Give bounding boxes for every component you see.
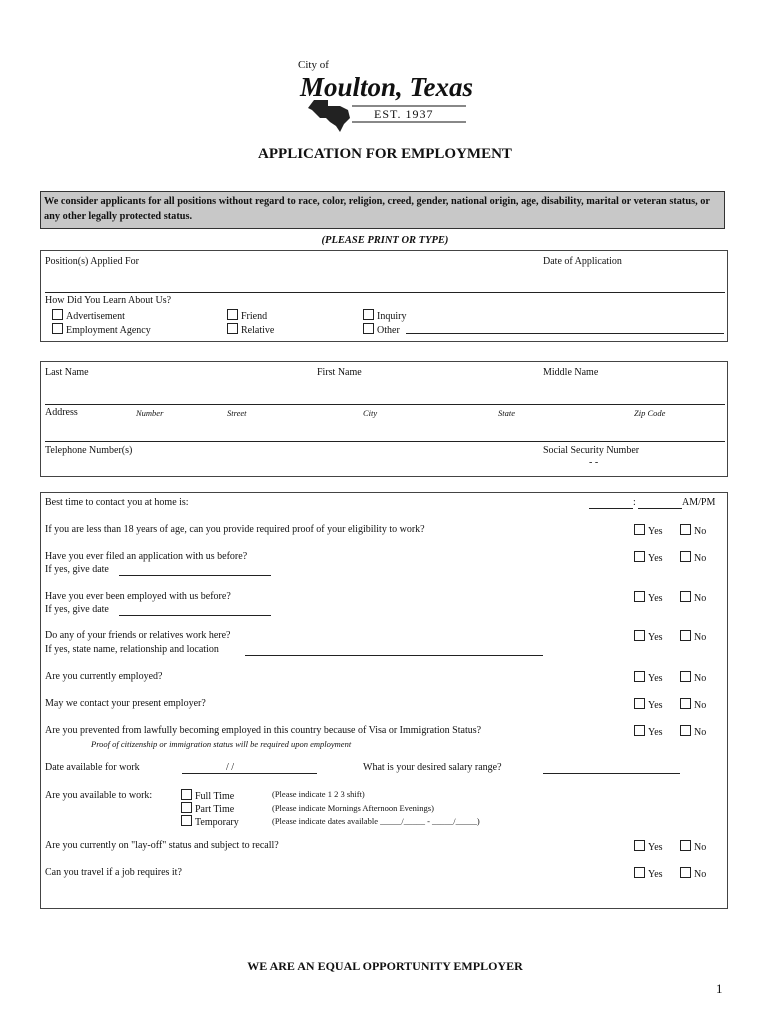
- logo-name: Moulton, Texas: [300, 72, 474, 102]
- checkbox[interactable]: [680, 591, 691, 602]
- option-friend[interactable]: Friend: [227, 309, 267, 322]
- salary-label: What is your desired salary range?: [363, 762, 502, 773]
- date-of-application-label: Date of Application: [543, 256, 622, 267]
- telephone-label: Telephone Number(s): [45, 445, 133, 456]
- friends-no[interactable]: No: [680, 630, 706, 643]
- employed-date-line[interactable]: [119, 615, 271, 616]
- page-title: APPLICATION FOR EMPLOYMENT: [258, 146, 512, 162]
- print-instruction: (PLEASE PRINT OR TYPE): [321, 235, 449, 246]
- option-other[interactable]: Other: [363, 323, 400, 336]
- checkbox[interactable]: [634, 524, 645, 535]
- full-time-option[interactable]: Full Time: [181, 789, 234, 802]
- best-time-colon: :: [633, 497, 636, 508]
- visa-no[interactable]: No: [680, 725, 706, 738]
- date-available-line[interactable]: [182, 773, 317, 774]
- address-state-label: State: [498, 408, 515, 418]
- checkbox[interactable]: [227, 309, 238, 320]
- employed-yes[interactable]: Yes: [634, 591, 663, 604]
- other-line[interactable]: [406, 333, 724, 334]
- address-label: Address: [45, 407, 78, 418]
- middle-name-label: Middle Name: [543, 367, 599, 378]
- checkbox[interactable]: [181, 802, 192, 813]
- checkbox[interactable]: [680, 840, 691, 851]
- q-lay-off: Are you currently on "lay-off" status and subject to recall?: [45, 840, 279, 851]
- q-contact-employer: May we contact your present employer?: [45, 698, 206, 709]
- city-logo: [290, 48, 480, 134]
- visa-yes[interactable]: Yes: [634, 725, 663, 738]
- layoff-yes[interactable]: Yes: [634, 840, 663, 853]
- checkbox[interactable]: [227, 323, 238, 334]
- q-visa-status: Are you prevented from lawfully becoming employed in this country because of Visa or Immigration Status?: [45, 725, 482, 736]
- checkbox[interactable]: [181, 815, 192, 826]
- texas-shape-icon: [308, 100, 350, 132]
- position-line[interactable]: [45, 292, 725, 293]
- checkbox[interactable]: [680, 725, 691, 736]
- checkbox[interactable]: [634, 630, 645, 641]
- best-time-hour-line[interactable]: [589, 508, 633, 509]
- checkbox[interactable]: [680, 524, 691, 535]
- checkbox[interactable]: [680, 698, 691, 709]
- friends-yes[interactable]: Yes: [634, 630, 663, 643]
- first-name-label: First Name: [317, 367, 362, 378]
- address-street-label: Street: [227, 408, 247, 418]
- layoff-no[interactable]: No: [680, 840, 706, 853]
- temporary-option[interactable]: Temporary: [181, 815, 239, 828]
- logo-city-of: City of: [298, 59, 329, 71]
- filed-if-yes-date: If yes, give date: [45, 564, 109, 575]
- checkbox[interactable]: [634, 698, 645, 709]
- eeo-notice: We consider applicants for all positions without regard to race, color, religion, creed, gender, national origin, age, disability, marital or veteran status, or any other legally protected status.: [40, 191, 725, 229]
- equal-opportunity-footer: WE ARE AN EQUAL OPPORTUNITY EMPLOYER: [247, 959, 523, 973]
- checkbox[interactable]: [680, 867, 691, 878]
- friends-detail-label: If yes, state name, relationship and location: [45, 644, 219, 655]
- contact-yes[interactable]: Yes: [634, 698, 663, 711]
- checkbox[interactable]: [634, 840, 645, 851]
- option-advertisement[interactable]: Advertisement: [52, 309, 125, 322]
- available-to-work-label: Are you available to work:: [45, 790, 153, 801]
- filed-yes[interactable]: Yes: [634, 551, 663, 564]
- under-18-yes[interactable]: Yes: [634, 524, 663, 537]
- salary-line[interactable]: [543, 773, 680, 774]
- checkbox[interactable]: [52, 309, 63, 320]
- q-filed-before: Have you ever filed an application with us before?: [45, 551, 248, 562]
- current-no[interactable]: No: [680, 671, 706, 684]
- filed-date-line[interactable]: [119, 575, 271, 576]
- address-number-label: Number: [136, 408, 164, 418]
- travel-yes[interactable]: Yes: [634, 867, 663, 880]
- address-zip-label: Zip Code: [634, 408, 666, 418]
- address-line[interactable]: [45, 441, 725, 442]
- contact-no[interactable]: No: [680, 698, 706, 711]
- current-yes[interactable]: Yes: [634, 671, 663, 684]
- best-time-minute-line[interactable]: [638, 508, 682, 509]
- q-employed-before: Have you ever been employed with us before?: [45, 591, 231, 602]
- under-18-no[interactable]: No: [680, 524, 706, 537]
- filed-no[interactable]: No: [680, 551, 706, 564]
- employed-no[interactable]: No: [680, 591, 706, 604]
- checkbox[interactable]: [634, 591, 645, 602]
- checkbox[interactable]: [181, 789, 192, 800]
- ampm-label: AM/PM: [682, 497, 716, 508]
- option-inquiry[interactable]: Inquiry: [363, 309, 406, 322]
- option-employment-agency[interactable]: Employment Agency: [52, 323, 151, 336]
- travel-no[interactable]: No: [680, 867, 706, 880]
- full-time-note: (Please indicate 1 2 3 shift): [272, 789, 365, 799]
- ssn-label: Social Security Number: [543, 445, 640, 456]
- address-city-label: City: [363, 408, 378, 418]
- checkbox[interactable]: [634, 725, 645, 736]
- q-under-18: If you are less than 18 years of age, can you provide required proof of your eligibility to work?: [45, 524, 425, 535]
- learn-about-us-label: How Did You Learn About Us?: [45, 295, 172, 306]
- q-travel: Can you travel if a job requires it?: [45, 867, 182, 878]
- page-number: 1: [716, 981, 723, 996]
- temporary-note: (Please indicate dates available _____/_____ - _____/_____): [272, 816, 480, 826]
- checkbox[interactable]: [680, 630, 691, 641]
- checkbox[interactable]: [363, 309, 374, 320]
- checkbox[interactable]: [634, 671, 645, 682]
- checkbox[interactable]: [52, 323, 63, 334]
- date-available-slashes: / /: [226, 762, 235, 773]
- name-line[interactable]: [45, 404, 725, 405]
- checkbox[interactable]: [680, 551, 691, 562]
- position-label: Position(s) Applied For: [45, 256, 139, 267]
- part-time-option[interactable]: Part Time: [181, 802, 234, 815]
- checkbox[interactable]: [634, 867, 645, 878]
- date-available-label: Date available for work: [45, 762, 140, 773]
- checkbox[interactable]: [634, 551, 645, 562]
- part-time-note: (Please indicate Mornings Afternoon Evenings): [272, 803, 434, 813]
- q-currently-employed: Are you currently employed?: [45, 671, 163, 682]
- ssn-dashes: - -: [589, 457, 599, 468]
- q-friends-work-here: Do any of your friends or relatives work here?: [45, 630, 231, 641]
- visa-note: Proof of citizenship or immigration status will be required upon employment: [91, 739, 352, 749]
- checkbox[interactable]: [363, 323, 374, 334]
- friends-detail-line[interactable]: [245, 655, 543, 656]
- last-name-label: Last Name: [45, 367, 89, 378]
- option-relative[interactable]: Relative: [227, 323, 274, 336]
- best-time-label: Best time to contact you at home is:: [45, 497, 189, 508]
- name-address-section: [40, 361, 728, 477]
- employed-if-yes-date: If yes, give date: [45, 604, 109, 615]
- checkbox[interactable]: [680, 671, 691, 682]
- logo-est: EST. 1937: [374, 107, 434, 121]
